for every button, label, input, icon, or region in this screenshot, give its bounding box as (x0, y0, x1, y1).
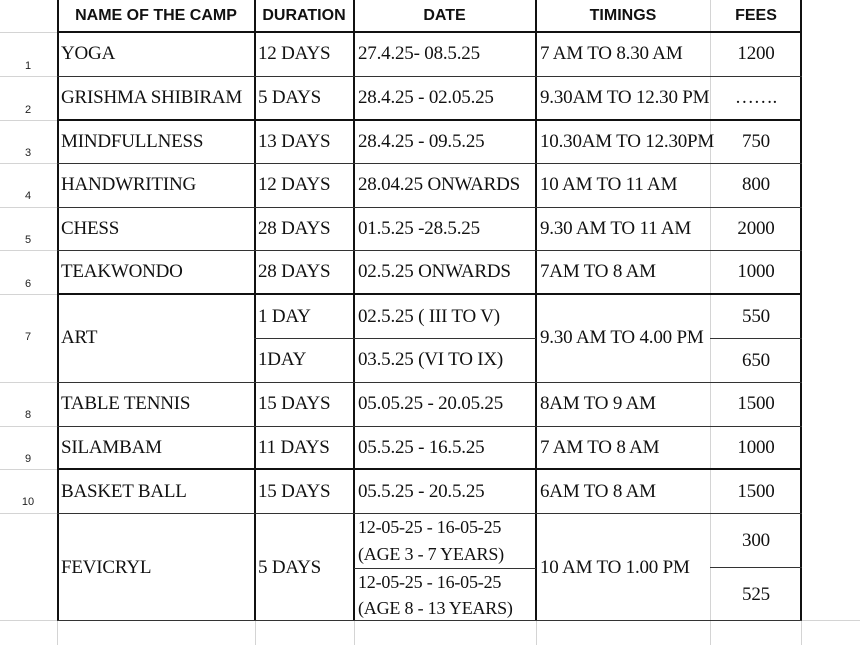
header-duration: DURATION (262, 7, 346, 24)
camp-timings: 6AM TO 8 AM (540, 481, 656, 502)
gridline (0, 76, 57, 77)
camp-name: TABLE TENNIS (61, 393, 191, 414)
camp-fees: 800 (742, 174, 770, 195)
camp-name: HANDWRITING (61, 174, 196, 195)
camp-fees: 750 (742, 131, 770, 152)
camp-name: MINDFULLNESS (61, 131, 204, 152)
gridline (354, 620, 355, 645)
camp-date: 12-05-25 - 16-05-25 (358, 572, 502, 592)
camp-fees: 525 (742, 584, 770, 605)
header-timings: TIMINGS (589, 7, 657, 24)
camp-fees: 650 (742, 350, 770, 371)
camp-duration: 5 DAYS (258, 87, 322, 108)
table-border (710, 338, 802, 339)
table-border (57, 382, 802, 383)
camp-timings: 10 AM TO 11 AM (540, 174, 678, 195)
header-date: DATE (423, 7, 466, 24)
table-border (57, 250, 802, 251)
row-number: 3 (24, 147, 32, 159)
camp-date: 05.05.25 - 20.05.25 (358, 393, 504, 414)
camp-duration: 15 DAYS (258, 481, 331, 502)
camp-fees: 1000 (737, 261, 775, 282)
camp-name: BASKET BALL (61, 481, 187, 502)
camp-name: SILAMBAM (61, 437, 162, 458)
table-border (254, 338, 536, 339)
table-border (57, 163, 802, 164)
table-border (710, 567, 802, 568)
gridline (0, 163, 57, 164)
camp-name: CHESS (61, 218, 120, 239)
row-number: 7 (24, 331, 32, 343)
camp-date: 05.5.25 - 20.5.25 (358, 481, 485, 502)
gridline (0, 120, 57, 121)
camp-date: 05.5.25 - 16.5.25 (358, 437, 485, 458)
camp-name: TEAKWONDO (61, 261, 183, 282)
camp-duration: 5 DAYS (258, 557, 322, 578)
camp-fees: ……. (734, 87, 778, 108)
camp-date-note: (AGE 8 - 13 YEARS) (358, 598, 513, 618)
camp-date: 28.4.25 - 02.05.25 (358, 87, 494, 108)
camp-duration: 1DAY (258, 349, 307, 370)
camp-timings: 8AM TO 9 AM (540, 393, 656, 414)
row-number: 6 (24, 278, 32, 290)
camp-fees: 300 (742, 530, 770, 551)
camp-name: ART (61, 327, 98, 348)
camp-timings: 9.30 AM TO 4.00 PM (540, 327, 704, 348)
table-border (535, 0, 537, 621)
gridline (0, 207, 57, 208)
gridline (536, 620, 537, 645)
camp-duration: 13 DAYS (258, 131, 331, 152)
gridline (0, 426, 57, 427)
camp-date: 02.5.25 ONWARDS (358, 261, 511, 282)
camp-date: 12-05-25 - 16-05-25 (358, 517, 502, 537)
camp-fees: 2000 (737, 218, 775, 239)
camp-date: 27.4.25- 08.5.25 (358, 43, 480, 64)
camp-timings: 7 AM TO 8.30 AM (540, 43, 683, 64)
camp-duration: 28 DAYS (258, 218, 331, 239)
camp-name: YOGA (61, 43, 116, 64)
camp-date: 02.5.25 ( III TO V) (358, 306, 500, 327)
table-border (57, 426, 802, 427)
gridline (710, 620, 711, 645)
gridline (0, 294, 57, 295)
row-number: 5 (24, 234, 32, 246)
row-number: 4 (24, 190, 32, 202)
camp-date: 28.4.25 - 09.5.25 (358, 131, 485, 152)
camp-duration: 12 DAYS (258, 43, 331, 64)
table-border (57, 76, 802, 77)
camp-date: 28.04.25 ONWARDS (358, 174, 521, 195)
gridline (255, 620, 256, 645)
camp-timings: 10 AM TO 1.00 PM (540, 557, 690, 578)
gridline (0, 469, 57, 470)
row-number: 2 (24, 104, 32, 116)
camp-timings: 7 AM TO 8 AM (540, 437, 660, 458)
camp-duration: 28 DAYS (258, 261, 331, 282)
camp-duration: 1 DAY (258, 306, 311, 327)
gridline (0, 250, 57, 251)
gridline (0, 32, 57, 33)
table-border (57, 293, 802, 295)
camp-timings: 9.30 AM TO 11 AM (540, 218, 692, 239)
camp-duration: 15 DAYS (258, 393, 331, 414)
camp-name: GRISHMA SHIBIRAM (61, 87, 243, 108)
camp-timings: 10.30AM TO 12.30PM (540, 131, 715, 152)
camp-timings: 7AM TO 8 AM (540, 261, 656, 282)
table-border (254, 0, 256, 621)
row-number: 1 (24, 60, 32, 72)
gridline (0, 382, 57, 383)
table-border (353, 0, 355, 621)
row-number: 8 (24, 409, 32, 421)
table-border (57, 119, 802, 121)
header-camp: NAME OF THE CAMP (75, 7, 237, 24)
header-fees: FEES (735, 7, 777, 24)
camp-fees: 550 (742, 306, 770, 327)
row-number: 9 (24, 453, 32, 465)
camp-fees: 1500 (737, 481, 775, 502)
camp-fees: 1200 (737, 43, 775, 64)
camp-timings: 9.30AM TO 12.30 PM (540, 87, 710, 108)
camp-name: FEVICRYL (61, 557, 152, 578)
table-border (57, 468, 802, 470)
gridline (0, 513, 57, 514)
table-border (57, 207, 802, 208)
row-number: 10 (21, 496, 35, 508)
camp-fees: 1500 (737, 393, 775, 414)
camp-duration: 11 DAYS (258, 437, 330, 458)
camp-date: 03.5.25 (VI TO IX) (358, 349, 504, 370)
camp-date: 01.5.25 -28.5.25 (358, 218, 480, 239)
camp-duration: 12 DAYS (258, 174, 331, 195)
table-border (57, 0, 59, 621)
camp-fees: 1000 (737, 437, 775, 458)
camp-date-note: (AGE 3 - 7 YEARS) (358, 544, 504, 564)
